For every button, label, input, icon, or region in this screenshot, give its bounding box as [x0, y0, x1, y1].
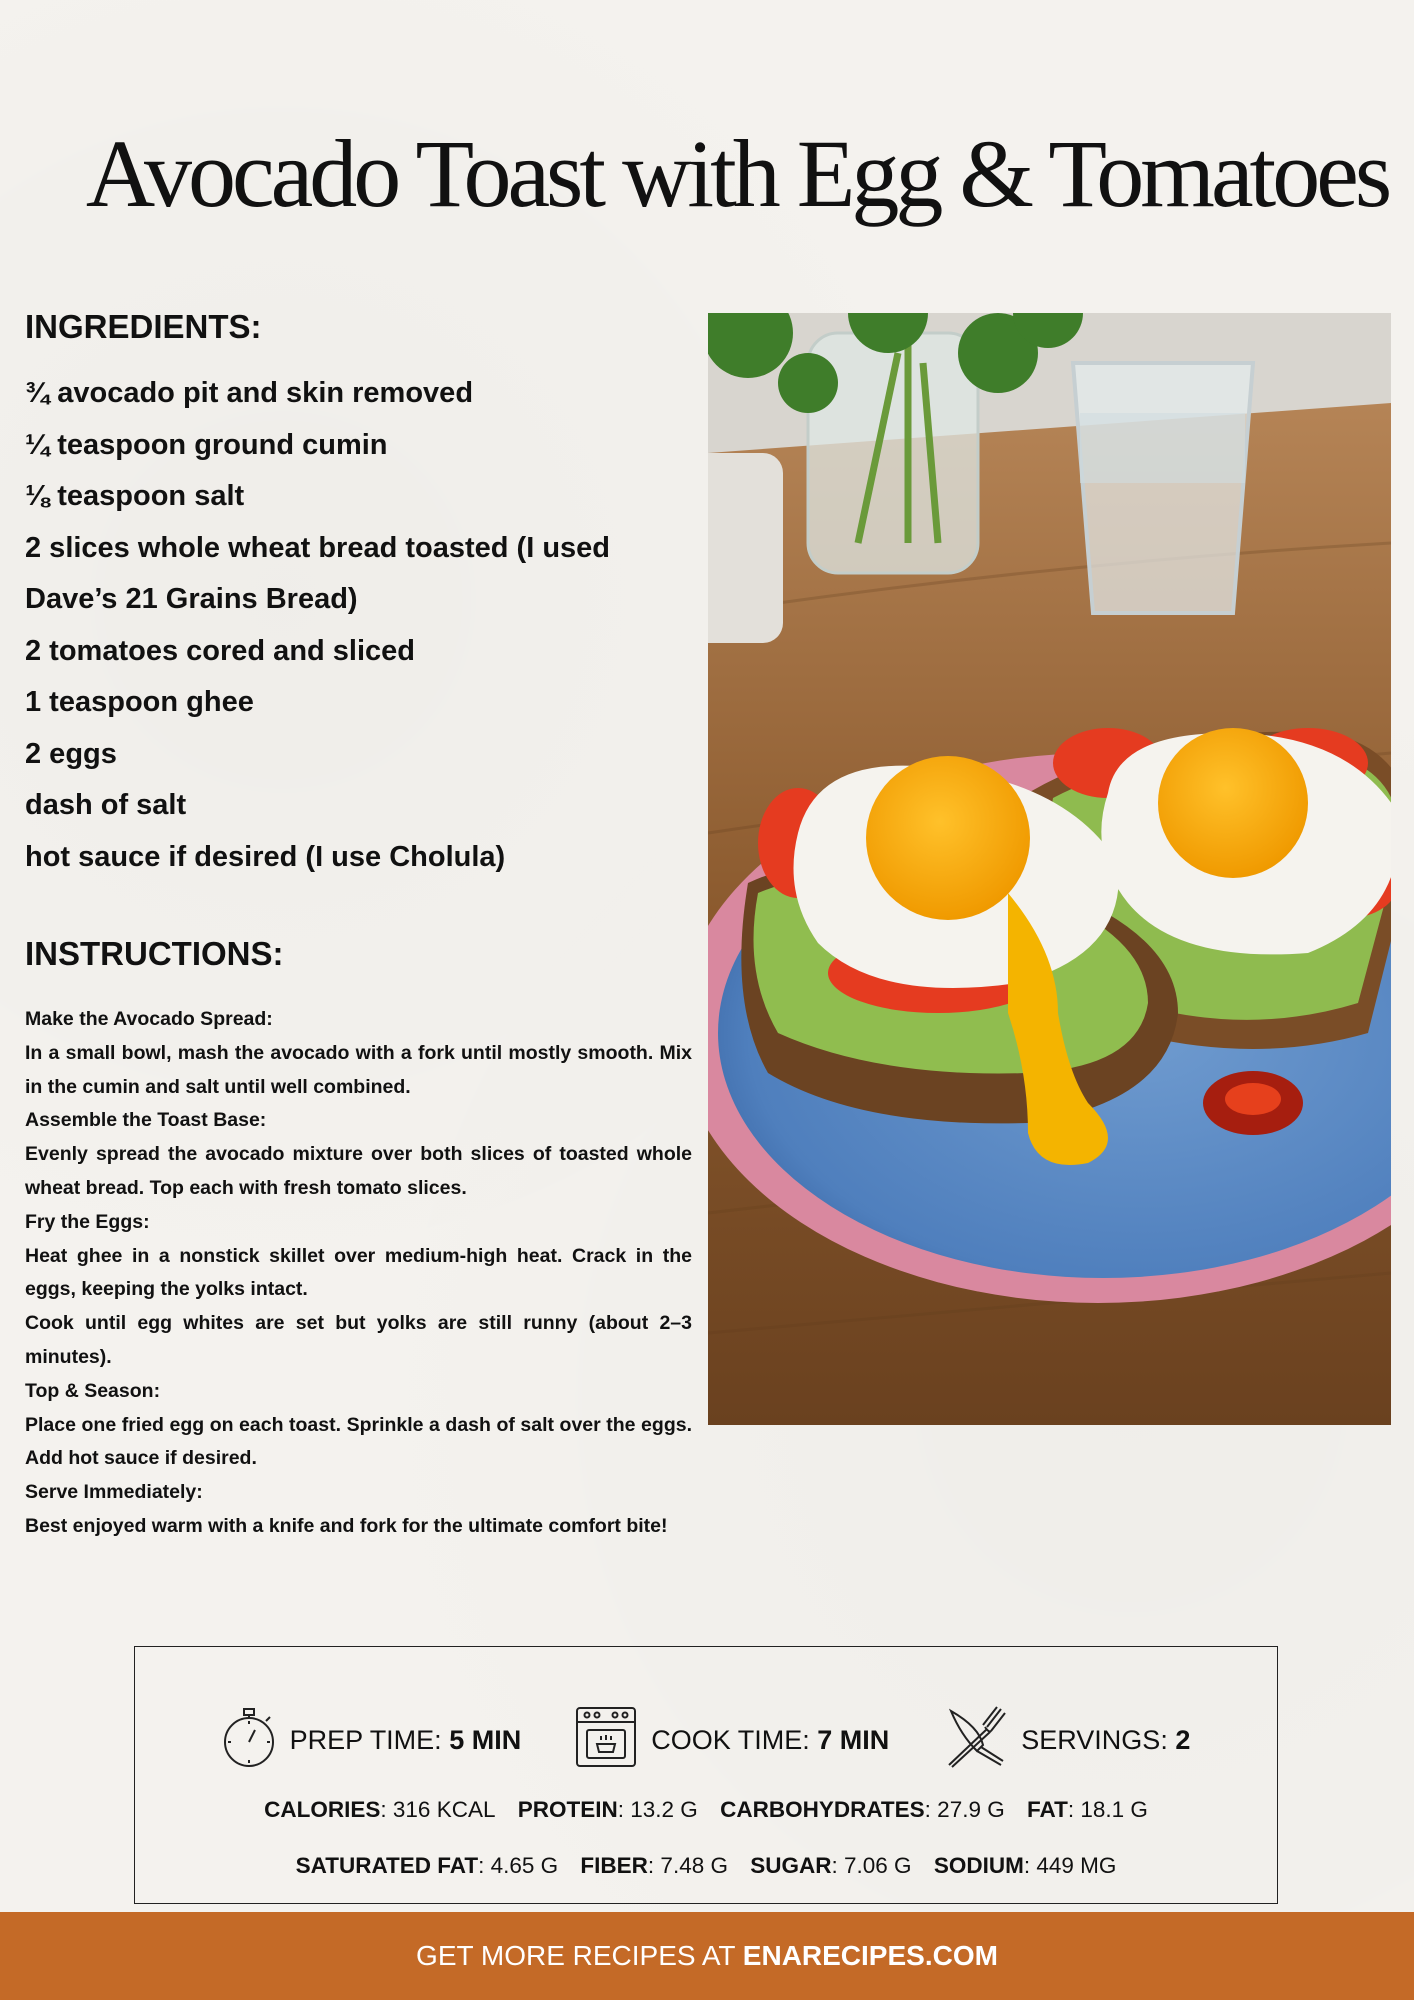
- ingredient-item: 2 eggs: [25, 737, 117, 770]
- stopwatch-icon: [222, 1706, 276, 1775]
- recipe-text-column: [25, 308, 692, 1544]
- times-row: [135, 1705, 1277, 1776]
- step-text: Cook until egg whites are set but yolks are still runny (about 2–3 minutes).: [25, 1312, 692, 1368]
- prep-time: [222, 1706, 522, 1775]
- step-text: Place one fried egg on each toast. Sprinkle a dash of salt over the eggs. Add hot sauce if desired.: [25, 1413, 692, 1470]
- nutrition-fat: FAT: 18.1 G: [1026, 1797, 1148, 1822]
- step-title: Make the Avocado Spread:: [25, 1008, 273, 1030]
- nutrition-row: [135, 1853, 1277, 1879]
- ingredient-item: 2 tomatoes cored and sliced: [25, 634, 416, 667]
- ingredient-item: ⅛ teaspoon salt: [25, 480, 245, 512]
- footer-site-link[interactable]: ENARECIPES.COM: [742, 1940, 998, 1971]
- step-text: In a small bowl, mash the avocado with a fork until mostly smooth. Mix in the cumin and salt until well combined.: [25, 1041, 692, 1098]
- prep-time-value: 5 MIN: [449, 1725, 522, 1755]
- nutrition-fiber: FIBER: 7.48 G: [580, 1853, 728, 1878]
- cook-time: [575, 1706, 889, 1775]
- ingredient-item: 2 slices whole wheat bread toasted (I used Dave’s 21 Grains Bread): [25, 531, 611, 615]
- nutrition-row: [135, 1797, 1277, 1823]
- servings-label: SERVINGS:: [1021, 1725, 1176, 1755]
- nutrition-saturated-fat: SATURATED FAT: 4.65 G: [295, 1853, 559, 1878]
- nutrition-calories: CALORIES: 316 KCAL: [264, 1797, 496, 1822]
- ingredients-list: [25, 368, 692, 883]
- instructions-list: [25, 1003, 692, 1544]
- step-text: Evenly spread the avocado mixture over both slices of toasted whole wheat bread. Top each with fresh tomato slices.: [25, 1143, 692, 1199]
- nutrition-sodium: SODIUM: 449 MG: [933, 1853, 1117, 1878]
- footer-text: GET MORE RECIPES AT: [416, 1940, 743, 1971]
- recipe-title: Avocado Toast with Egg & Tomatoes: [85, 120, 1389, 227]
- ingredient-item: dash of salt: [25, 789, 187, 821]
- servings-value: 2: [1175, 1725, 1191, 1755]
- recipe-info-box: [134, 1646, 1278, 1904]
- step-title: Assemble the Toast Base:: [25, 1109, 267, 1132]
- step-title: Serve Immediately:: [25, 1481, 203, 1504]
- servings: [943, 1705, 1190, 1776]
- cook-time-value: 7 MIN: [817, 1725, 890, 1755]
- step-title: Top & Season:: [25, 1379, 161, 1402]
- step-text: Heat ghee in a nonstick skillet over medium-high heat. Crack in the eggs, keeping the yolks intact.: [25, 1244, 692, 1301]
- prep-time-label: PREP TIME:: [289, 1725, 450, 1755]
- instructions-heading: INSTRUCTIONS:: [25, 935, 284, 972]
- nutrition-protein: PROTEIN: 13.2 G: [517, 1797, 698, 1822]
- ingredient-item: ¼ teaspoon ground cumin: [25, 428, 388, 461]
- ingredient-item: hot sauce if desired (I use Cholula): [25, 840, 506, 873]
- nutrition-carbohydrates: CARBOHYDRATES: 27.9 G: [720, 1797, 1005, 1822]
- recipe-photo: [708, 313, 1391, 1425]
- oven-icon: [575, 1706, 637, 1775]
- fork-knife-icon: [943, 1705, 1007, 1776]
- footer-banner: [0, 1912, 1414, 2000]
- cook-time-label: COOK TIME:: [651, 1725, 818, 1755]
- ingredients-heading: INGREDIENTS:: [25, 308, 262, 345]
- step-title: Fry the Eggs:: [25, 1210, 150, 1233]
- ingredient-item: ¾ avocado pit and skin removed: [25, 377, 474, 409]
- ingredient-item: 1 teaspoon ghee: [25, 686, 254, 718]
- step-text: Best enjoyed warm with a knife and fork for the ultimate comfort bite!: [25, 1514, 668, 1537]
- nutrition-sugar: SUGAR: 7.06 G: [750, 1853, 912, 1878]
